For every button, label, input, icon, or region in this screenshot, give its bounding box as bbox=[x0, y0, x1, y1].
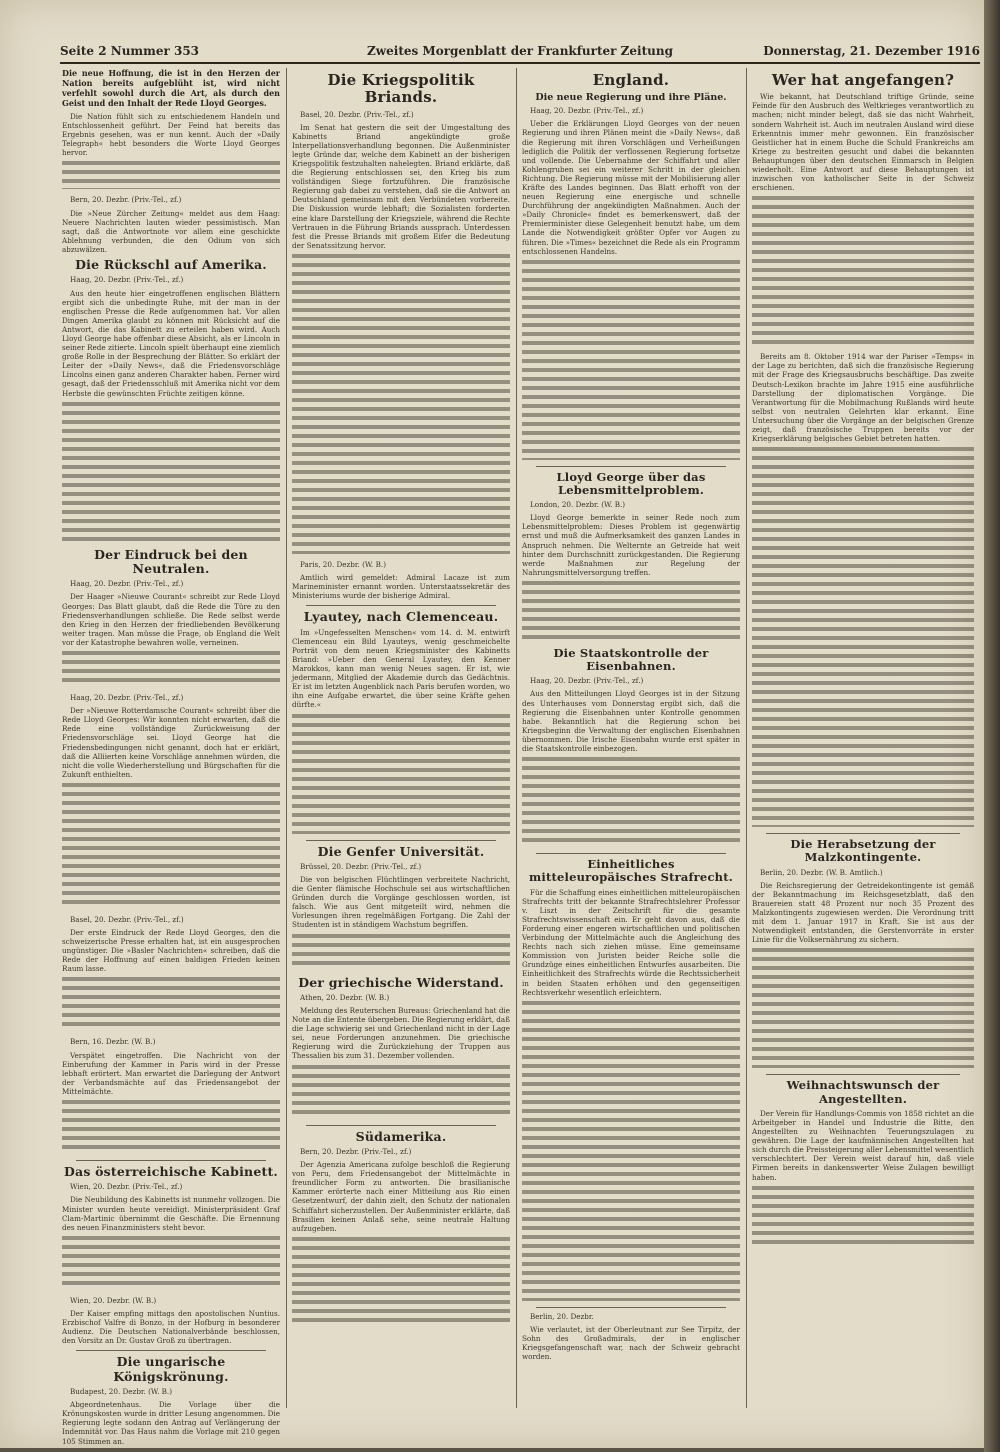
newspaper-title: Zweites Morgenblatt der Frankfurter Zeitung bbox=[367, 44, 673, 58]
article-heading: Die ungarische Königskrönung. bbox=[113, 1354, 229, 1384]
article-dateline: Berlin, 20. Dezbr. bbox=[530, 1311, 594, 1321]
masthead bbox=[60, 44, 980, 64]
issue-date: Donnerstag, 21. Dezember 1916 bbox=[763, 44, 980, 58]
divider bbox=[76, 1160, 266, 1161]
article-text: Die von belgischen Flüchtlingen verbreitete Nachricht, die Genter flämische Hochschule sei aus wirtschaftlichen Gründen durch die Vorgänge geschlossen worden, ist falsch. Wie aus Gent mitgeteilt wird, nehmen die Vorlesungen ihren regelmäßigen Fortgang. Die Zahl der Studenten ist in ständigem Wachstum begriffen. bbox=[292, 874, 510, 930]
article-dateline: Bern, 20. Dezbr. (Priv.-Tel., zf.) bbox=[300, 1146, 412, 1156]
text-block bbox=[752, 948, 974, 1068]
article-dateline: Haag, 20. Dezbr. (Priv.-Tel., zf.) bbox=[530, 676, 644, 686]
article-text: Der Verein für Handlungs-Commis von 1858 richtet an die Arbeitgeber in Handel und Industrie die Bitte, den Angestellten zu Weihnachten Teuerungszulagen zu gewähren. Die Lage der kaufmännischen Angestellten hat sich durch die Preissteigerung aller Lebensmittel wesentlich verschlechtert. Der Verein weist darauf hin, daß viele Firmen bereits in dankenswerter Weise Zulagen bewilligt haben. bbox=[752, 1108, 974, 1182]
article-text: Lloyd George bemerkte in seiner Rede noch zum Lebensmittelproblem: Dieses Problem ist gegenwärtig ernst und muß die Aufmerksamkeit des ganzen Landes in Anspruch nehmen. Die Welternte an Getreide hat weit hinter dem Durchschnitt zurückgestanden. Die Regierung werde Maßnahmen zur Regelung der Nahrungsmittelversorgung treffen. bbox=[522, 513, 740, 577]
page-number: Seite 2 Nummer 353 bbox=[60, 44, 200, 58]
column-2 bbox=[292, 68, 510, 1408]
article-text: Amtlich wird gemeldet: Admiral Lacaze ist zum Marineminister ernannt worden. Unterstaatssekretär des Ministeriums wurde der bisherige Admiral. bbox=[292, 573, 510, 601]
text-block bbox=[522, 260, 740, 460]
article-text: Bereits am 8. Oktober 1914 war der Pariser »Temps« in der Lage zu berichten, daß sich die französische Regierung mit der Frage des Kriegsausbruchs beschäftige. Das zweite Deutsch-Lexikon brachte im Jahre 1915 eine ausführliche Darstellung der diplomatischen Vorgänge. Die Verantwortung für die Mobilmachung Rußlands wird heute selbst von neutralen Gelehrten klar erkannt. Eine Untersuchung über die Vorgänge an der belgischen Grenze zeigt, daß französische Truppen bereits vor der Kriegserklärung belgisches Gebiet betreten hatten. bbox=[752, 352, 974, 444]
text-block bbox=[292, 934, 510, 970]
text-block bbox=[522, 757, 740, 847]
divider bbox=[76, 1350, 266, 1351]
text-block bbox=[292, 714, 510, 834]
article-heading: Die Herabsetzung der Malzkontingente. bbox=[790, 837, 936, 865]
text-block bbox=[292, 254, 510, 554]
article-heading: Einheitliches mitteleuropäisches Strafrecht. bbox=[529, 857, 733, 885]
divider bbox=[766, 1074, 960, 1075]
article-dateline: Paris, 20. Dezbr. (W. B.) bbox=[300, 559, 386, 569]
text-block bbox=[292, 1237, 510, 1327]
divider bbox=[306, 840, 496, 841]
article-heading: Die Staatskontrolle der Eisenbahnen. bbox=[553, 645, 709, 674]
divider bbox=[536, 466, 726, 467]
text-block bbox=[292, 1065, 510, 1119]
text-block bbox=[752, 1186, 974, 1246]
article-text: Verspätet eingetroffen. Die Nachricht von der Einberufung der Kammer in Paris wird in der Presse lebhaft erörtert. Man erwartet die Darlegung der Antwort der Verbandsmächte auf das Friedensangebot der Mittelmächte. bbox=[62, 1050, 280, 1096]
column-rule bbox=[286, 68, 287, 1408]
article-text: Der Kaiser empfing mittags den apostolischen Nuntius. Erzbischof Valfre di Bonzo, in der Hofburg in besonderer Audienz. Die Deutschen Nationalverbände beschlossen, den Vorsitz an Dr. Gustav Groß zu übertragen. bbox=[62, 1308, 280, 1346]
article-dateline: Basel, 20. Dezbr. (Priv.-Tel., zf.) bbox=[300, 109, 414, 119]
page-edge bbox=[984, 0, 1000, 1452]
column-4 bbox=[752, 68, 974, 1408]
article-dateline: Brüssel, 20. Dezbr. (Priv.-Tel., zf.) bbox=[300, 861, 422, 871]
article-heading: Der griechische Widerstand. bbox=[298, 974, 504, 990]
article-heading: Die Genfer Universität. bbox=[317, 843, 485, 859]
article-heading: Der Eindruck bei den Neutralen. bbox=[94, 546, 248, 576]
divider bbox=[766, 833, 960, 834]
article-heading: Die Kriegspolitik Briands. bbox=[327, 71, 475, 107]
article-text: Die Reichsregierung der Getreidekontingente ist gemäß der Bekanntmachung im Reichsgesetzblatt, daß den Brauereien statt 48 Prozent nur noch 35 Prozent des Malzkontingents zugewiesen werden. Die Verordnung tritt mit dem 1. Januar 1917 in Kraft. Sie ist aus der Notwendigkeit entstanden, die Gerstenvorräte in erster Linie für die Volksernährung zu sichern. bbox=[752, 880, 974, 945]
article-heading: Das österreichische Kabinett. bbox=[64, 1164, 278, 1179]
article-text: Der »Nieuwe Rotterdamsche Courant« schreibt über die Rede Lloyd Georges: Wir konnten nicht erwarten, daß die Rede eine vollständige Zurückweisung der Friedensvorschläge sei. Lloyd George hat die Friedensbedingungen nicht genannt, doch hat er erklärt, daß die Alliierten keine Vorschläge annehmen würden, die nicht die volle Wiederherstellung und Bürgschaften für die Zukunft enthielten. bbox=[62, 706, 280, 779]
article-dateline: Haag, 20. Dezbr. (Priv.-Tel., zf.) bbox=[530, 106, 644, 116]
article-text: Die Nation fühlt sich zu entschiedenem Handeln und Entschlossenheit geführt. Der Feind hat bereits das Ergebnis gesehen, was er nun kennt. Auch der »Daily Telegraph« hebt besonders die Worte Lloyd Georges hervor. bbox=[62, 112, 280, 158]
article-heading: Weihnachtswunsch der Angestellten. bbox=[786, 1078, 940, 1106]
article-text: Abgeordnetenhaus. Die Vorlage über die Krönungskosten wurde in dritter Lesung angenommen. Die Regierung legte sodann den Antrag auf Verlängerung der Indemnität vor. Das Haus nahm die Vorlage mit 210 gegen 105 Stimmen an. bbox=[62, 1400, 280, 1446]
divider bbox=[536, 1307, 726, 1308]
article-dateline: Wien, 20. Dezbr. (Priv.-Tel., zf.) bbox=[70, 1182, 183, 1192]
article-heading: Lloyd George über das Lebensmittelproblem. bbox=[556, 469, 706, 497]
column-1 bbox=[62, 68, 280, 1446]
article-heading: Südamerika. bbox=[355, 1128, 447, 1144]
text-block bbox=[752, 447, 974, 827]
article-text: Meldung des Reuterschen Bureaus: Griechenland hat die Note an die Entente übergeben. Die Regierung erklärt, daß die Lage schwierig sei und Griechenland nicht in der Lage sei, neue Forderungen anzunehmen. Die griechische Regierung wird die Zurückziehung der Truppen aus Thessalien bis zum 31. Dezember vollenden. bbox=[292, 1006, 510, 1061]
article-heading: Die Rückschl auf Amerika. bbox=[75, 257, 267, 273]
divider bbox=[306, 605, 496, 606]
text-block bbox=[522, 581, 740, 641]
article-text: Wie bekannt, hat Deutschland triftige Gründe, seine Feinde für den Ausbruch des Weltkrieges verantwortlich zu machen; nicht minder belegt, daß sie das nicht Wahrheit, sondern Wahrheit ist. Auch im neutralen Ausland wird diese Erkenntnis immer mehr gewonnen. Ein französischer Geistlicher hat in einem Buche die Schuld Frankreichs am Kriege zu bestreiten gesucht und dabei die bekannten Behauptungen über den deutschen Einmarsch in Belgien wiederholt. Eine Antwort auf diese Behauptungen ist inzwischen von katholischer Seite in der Schweiz erschienen. bbox=[752, 92, 974, 193]
article-dateline: Haag, 20. Dezbr. (Priv.-Tel., zf.) bbox=[70, 693, 184, 703]
article-heading: Wer hat angefangen? bbox=[771, 71, 955, 89]
article-text: Ueber die Erklärungen Lloyd Georges von der neuen Regierung und ihren Plänen meint die »Daily News«, daß die Regierung mit ihren Vorschlägen und Verheißungen lediglich die Politik der verflossenen Regierung fortsetze und vollende. Die Uebernahme der Schiffahrt und aller Kohlengruben sei ein weiterer Schritt in der gleichen Richtung. Die Regierung müsse mit der Mobilisierung aller Kräfte des Landes beginnen. Das Blatt erhofft von der neuen Regierung eine energische und schnelle Durchführung der angekündigten Maßnahmen. Auch der »Daily Chronicle« findet es bemerkenswert, daß der Premierminister diese Gelegenheit benutzt habe, um dem Lande die Notwendigkeit größter Opfer vor Augen zu führen. Die »Times« bezeichnet die Rede als ein Programm entschlossenen Handelns. bbox=[522, 119, 740, 256]
article-text: Der erste Eindruck der Rede Lloyd Georges, den die schweizerische Presse erhalten hat, ist ein ausgesprochen ungünstiger. Die »Basler Nachrichten« schreiben, daß die Rede der Hoffnung auf einen baldigen Frieden keinen Raum lasse. bbox=[62, 927, 280, 974]
column-rule bbox=[746, 68, 747, 1408]
article-text: Aus den heute hier eingetroffenen englischen Blättern ergibt sich die unbedingte Ruhe, mit der man in der englischen Presse die Rede aufgenommen hat. Vor allen Dingen Amerika glaubt zu können mit Rücksicht auf die Antwort, die das Kabinett zu erteilen haben wird. Auch Lloyd George habe offenbar diese Absicht, als er Lincoln in seiner Rede zitierte. Lincoln spielt überhaupt eine ziemlich große Rolle in der Besprechung der Blätter. So erklärt der Leiter der »Daily News«, daß die Friedensvorschläge Lincolns einen ganz anderen Charakter haben. Ferner wird gesagt, daß der Friedensschluß mit Amerika nicht vor dem Herbste die gewünschten Früchte zeitigen könne. bbox=[62, 288, 280, 398]
text-block bbox=[62, 651, 280, 687]
article-text: Im »Ungefesselten Menschen« vom 14. d. M. entwirft Clemenceau ein Bild Lyauteys, wenig geschmeichelte Porträt von dem neuen Kriegsminister des Kabinetts Briand: »Ueber den General Lyautey, den Kenner Marokkos, kann man wenig Neues sagen. Er ist, wie jedermann, Mitglied der Akademie durch das Gedächtnis. Er ist im letzten Augenblick nach Paris berufen worden, wo ihn eine Aufgabe erwartet, die über seine Kräfte gehen dürfte.« bbox=[292, 627, 510, 710]
text-block bbox=[62, 783, 280, 909]
divider bbox=[306, 1125, 496, 1126]
article-dateline: London, 20. Dezbr. (W. B.) bbox=[530, 500, 626, 510]
article-subheading: Die neue Regierung und ihre Pläne. bbox=[535, 92, 727, 104]
article-text: Die »Neue Zürcher Zeitung« meldet aus dem Haag: Neuere Nachrichten lauten wieder pessimistisch. Man sagt, daß die Antwortnote vor allem eine geschickte Ablehnung verbunden, die den Odium von sich abzuwälzen. bbox=[62, 208, 280, 254]
column-3 bbox=[522, 68, 740, 1408]
article-dateline: Bern, 16. Dezbr. (W. B.) bbox=[70, 1037, 156, 1047]
divider bbox=[536, 853, 726, 854]
article-text: Im Senat hat gestern die seit der Umgestaltung des Kabinetts Briand angekündigte große Interpellationsverhandlung begonnen. Die Außenminister legte Gründe dar, welche dem Kabinett an der bisherigen Kriegspolitik festzuhalten nahelegten. Briand erklärte, daß die Regierung entschlossen sei, den Krieg bis zum vollständigen Siege fortzuführen. Die französische Regierung gab dabei zu verstehen, daß sie die Antwort an Deutschland gemeinsam mit den Verbündeten vorbereite. Die Diskussion wurde lebhaft; die Sozialisten forderten eine klare Darstellung der Kriegsziele, während die Rechte Vertrauen in die Führung Briands aussprach. Unterdessen fest die Presse Briands mit großem Eifer die Bedeutung der Senatssitzung hervor. bbox=[292, 122, 510, 250]
article-text: Aus den Mitteilungen Lloyd Georges ist in der Sitzung des Unterhauses vom Donnerstag ergibt sich, daß die Regierung die Eisenbahnen unter Kontrolle genommen habe. Bekanntlich hat die Regierung schon bei Kriegsbeginn die Verwaltung der englischen Eisenbahnen übernommen. Die Irische Eisenbahn wurde erst später in die Staatskontrolle einbezogen. bbox=[522, 689, 740, 754]
article-text: Für die Schaffung eines einheitlichen mitteleuropäischen Strafrechts tritt der bekannte Strafrechtslehrer Professor v. Liszt in der Zeitschrift für die gesamte Strafrechtswissenschaft ein. Er geht davon aus, daß die Forderung einer engeren wirtschaftlichen und politischen Verbindung der Mittelmächte auch die Angleichung des Rechts nach sich ziehen müsse. Eine gemeinsame Kommission von Juristen beider Reiche solle die Grundzüge eines einheitlichen Entwurfes ausarbeiten. Die Einheitlichkeit des Strafrechts würde die Rechtssicherheit in beiden Staaten erhöhen und den gegenseitigen Rechtsverkehr wesentlich erleichtern. bbox=[522, 887, 740, 997]
article-text: Wie verlautet, ist der Oberleutnant zur See Tirpitz, der Sohn des Großadmirals, der in englischer Kriegsgefangenschaft war, nach der Schweiz gebracht worden. bbox=[522, 1324, 740, 1362]
text-block bbox=[62, 1236, 280, 1290]
text-block bbox=[62, 977, 280, 1031]
article-text: Bern, 20. Dezbr. (Priv.-Tel., zf.) bbox=[70, 195, 182, 205]
article-dateline: Wien, 20. Dezbr. (W. B.) bbox=[70, 1295, 157, 1305]
text-block bbox=[522, 1001, 740, 1301]
text-block bbox=[62, 402, 280, 542]
article-dateline: Haag, 20. Dezbr. (Priv.-Tel., zf.) bbox=[70, 579, 184, 589]
article-heading: Lyautey, nach Clemenceau. bbox=[303, 609, 499, 625]
article-dateline: Haag, 20. Dezbr. (Priv.-Tel., zf.) bbox=[70, 275, 184, 285]
text-block bbox=[752, 196, 974, 346]
article-heading: England. bbox=[592, 71, 670, 89]
column-rule bbox=[516, 68, 517, 1408]
text-block bbox=[62, 1100, 280, 1154]
text-block bbox=[62, 161, 280, 189]
article-text: Die Neubildung des Kabinetts ist nunmehr vollzogen. Die Minister wurden heute vereidigt. Ministerpräsident Graf Clam-Martinic übernimmt die Geschäfte. Die Ernennung des neuen Finanzministers steht bevor. bbox=[62, 1195, 280, 1232]
column-lead: Die neue Hoffnung, die ist in den Herzen der Nation bereits aufgeblüht ist, wird nicht verfehlt sowohl durch die Art, als durch den Geist und den Inhalt der Rede Lloyd Georges. bbox=[62, 68, 280, 108]
article-dateline: Athen, 20. Dezbr. (W. B.) bbox=[300, 992, 390, 1002]
article-text: Der Agenzia Americana zufolge beschloß die Regierung von Peru, dem Friedensangebot der Mittelmächte in freundlicher Form zu antworten. Die brasilianische Kammer erörterte nach einer Mitteilung aus Rio einen Gesetzentwurf, der dahin zielt, den Schutz der nationalen Schiffahrt sicherzustellen. Der Außenminister erklärte, daß Brasilien keinen Anlaß sehe, seine neutrale Haltung aufzugeben. bbox=[292, 1160, 510, 1233]
article-dateline: Basel, 20. Dezbr. (Priv.-Tel., zf.) bbox=[70, 914, 184, 924]
article-dateline: Budapest, 20. Dezbr. (W. B.) bbox=[70, 1387, 173, 1397]
article-text: Der Haager »Nieuwe Courant« schreibt zur Rede Lloyd Georges: Das Blatt glaubt, daß die Rede die Türe zu den Friedensverhandlungen schließe. Die Rede selbst werde den Krieg in den Herzen der friedliebenden Bevölkerung weiter tragen. Man müsse die Frage, ob England die Welt vor der Katastrophe bewahren wolle, verneinen. bbox=[62, 592, 280, 647]
article-dateline: Berlin, 20. Dezbr. (W. B. Amtlich.) bbox=[760, 867, 883, 877]
